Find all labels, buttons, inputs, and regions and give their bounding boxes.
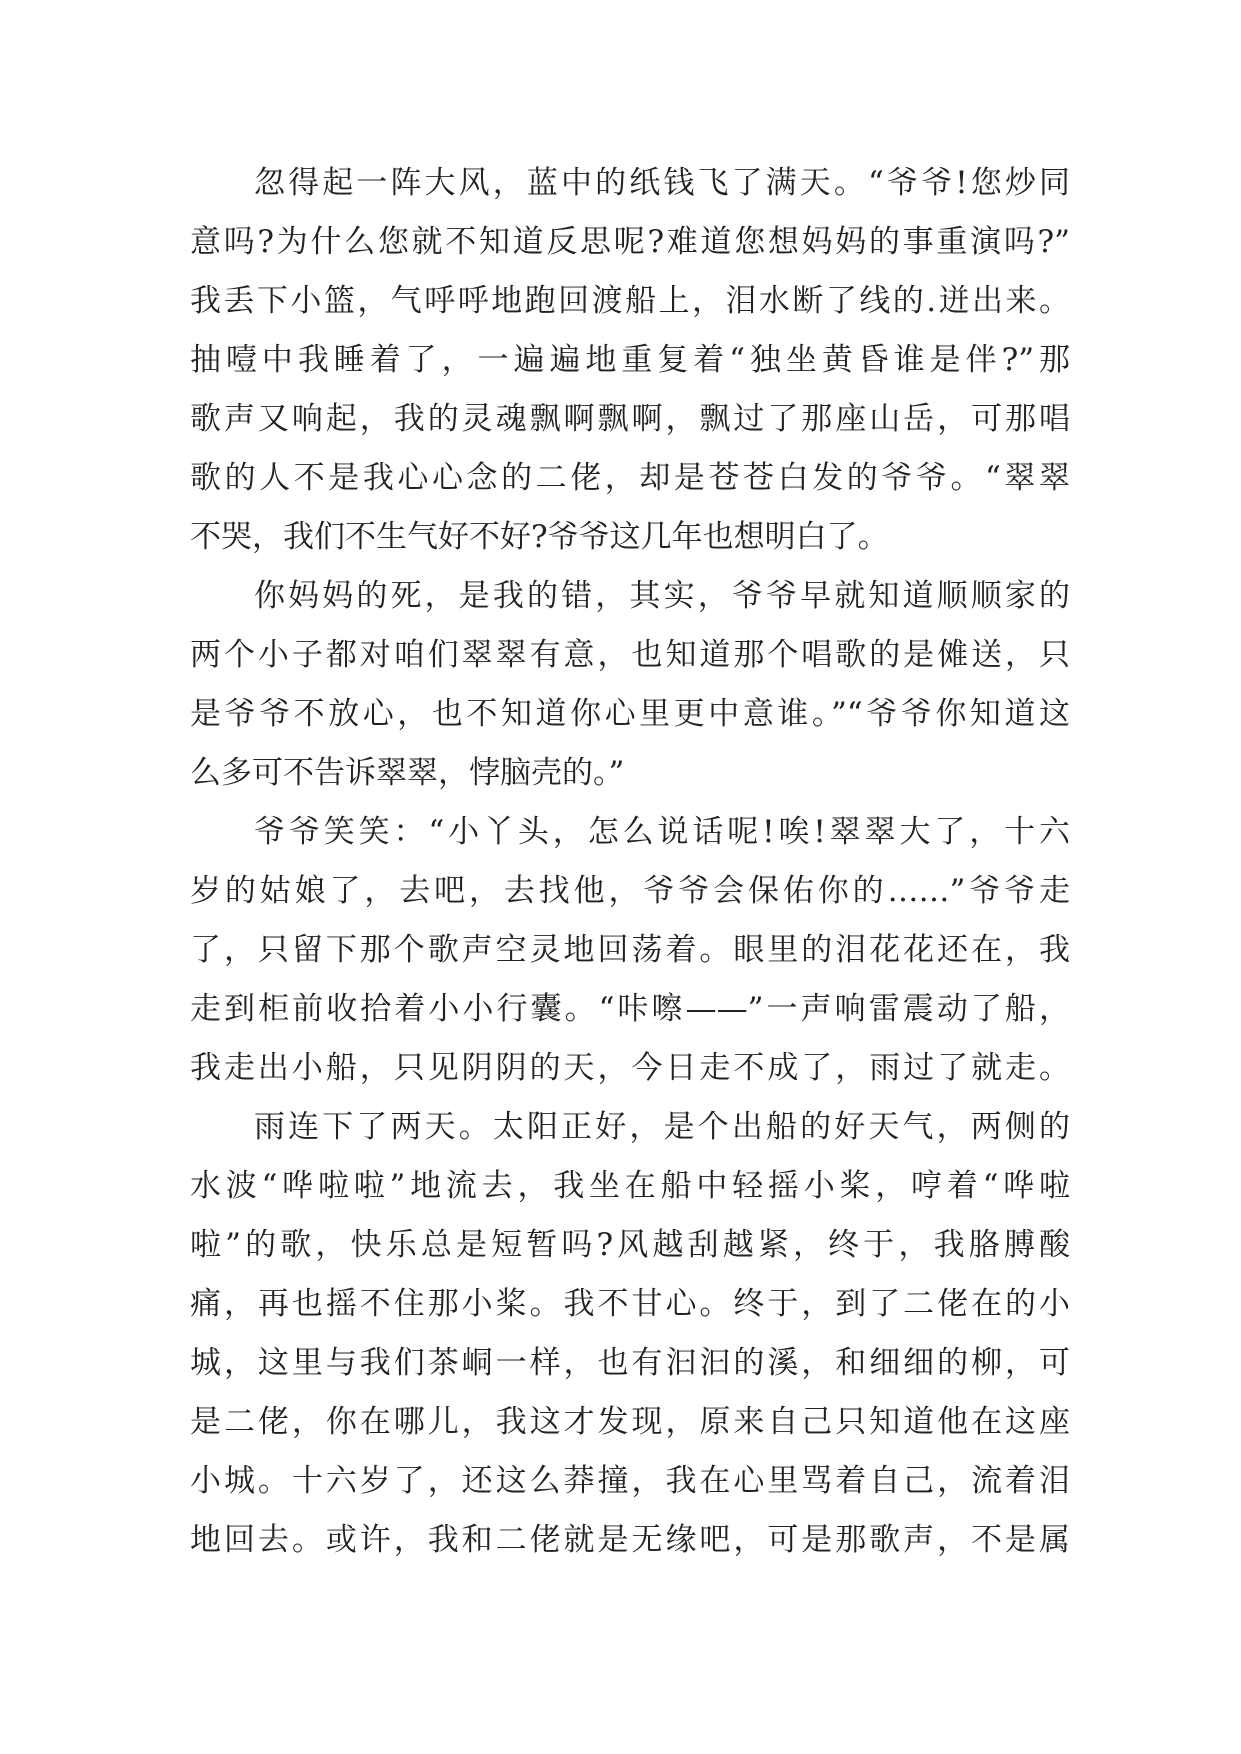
- text-line: 小城。十六岁了，还这么莽撞，我在心里骂着自己，流着泪: [190, 1463, 1070, 1499]
- text-line: 是爷爷不放心，也不知道你心里更中意谁。”“爷爷你知道这: [190, 696, 1070, 732]
- text-line: 是二佬，你在哪儿，我这才发现，原来自己只知道他在这座: [190, 1404, 1070, 1440]
- text-line: 了，只留下那个歌声空灵地回荡着。眼里的泪花花还在，我: [190, 932, 1070, 968]
- text-line: 啦”的歌，快乐总是短暂吗?风越刮越紧，终于，我胳膊酸: [190, 1227, 1070, 1263]
- text-line: 忽得起一阵大风，蓝中的纸钱飞了满天。“爷爷!您炒同: [254, 165, 1070, 201]
- text-line: 走到柜前收拾着小小行囊。“咔嚓——”一声响雷震动了船，: [190, 991, 1070, 1027]
- text-line: 岁的姑娘了，去吧，去找他，爷爷会保佑你的……”爷爷走: [190, 873, 1070, 909]
- text-line: 歌的人不是我心心念的二佬，却是苍苍白发的爷爷。“翠翠: [190, 460, 1070, 496]
- text-line: 城，这里与我们茶峒一样，也有汩汩的溪，和细细的柳，可: [190, 1345, 1070, 1381]
- text-line: 水波“哗啦啦”地流去，我坐在船中轻摇小桨，哼着“哗啦: [190, 1168, 1070, 1204]
- text-line: 痛，再也摇不住那小桨。我不甘心。终于，到了二佬在的小: [190, 1286, 1070, 1322]
- text-line: 么多可不告诉翠翠，悖脑壳的。”: [190, 755, 625, 791]
- text-line: 我丢下小篮，气呼呼地跑回渡船上，泪水断了线的.迸出来。: [190, 283, 1070, 319]
- text-line: 抽噎中我睡着了，一遍遍地重复着“独坐黄昏谁是伴?”那: [190, 342, 1070, 378]
- text-line: 意吗?为什么您就不知道反思呢?难道您想妈妈的事重演吗?”: [190, 224, 1070, 260]
- text-line: 爷爷笑笑：“小丫头，怎么说话呢!唉!翠翠大了，十六: [254, 814, 1070, 850]
- text-line: 我走出小船，只见阴阴的天，今日走不成了，雨过了就走。: [190, 1050, 1070, 1086]
- text-line: 不哭，我们不生气好不好?爷爷这几年也想明白了。: [190, 519, 889, 555]
- text-line: 你妈妈的死，是我的错，其实，爷爷早就知道顺顺家的: [254, 578, 1070, 614]
- text-line: 两个小子都对咱们翠翠有意，也知道那个唱歌的是傩送，只: [190, 637, 1070, 673]
- text-line: 地回去。或许，我和二佬就是无缘吧，可是那歌声，不是属: [190, 1522, 1070, 1558]
- text-line: 歌声又响起，我的灵魂飘啊飘啊，飘过了那座山岳，可那唱: [190, 401, 1070, 437]
- text-line: 雨连下了两天。太阳正好，是个出船的好天气，两侧的: [254, 1109, 1070, 1145]
